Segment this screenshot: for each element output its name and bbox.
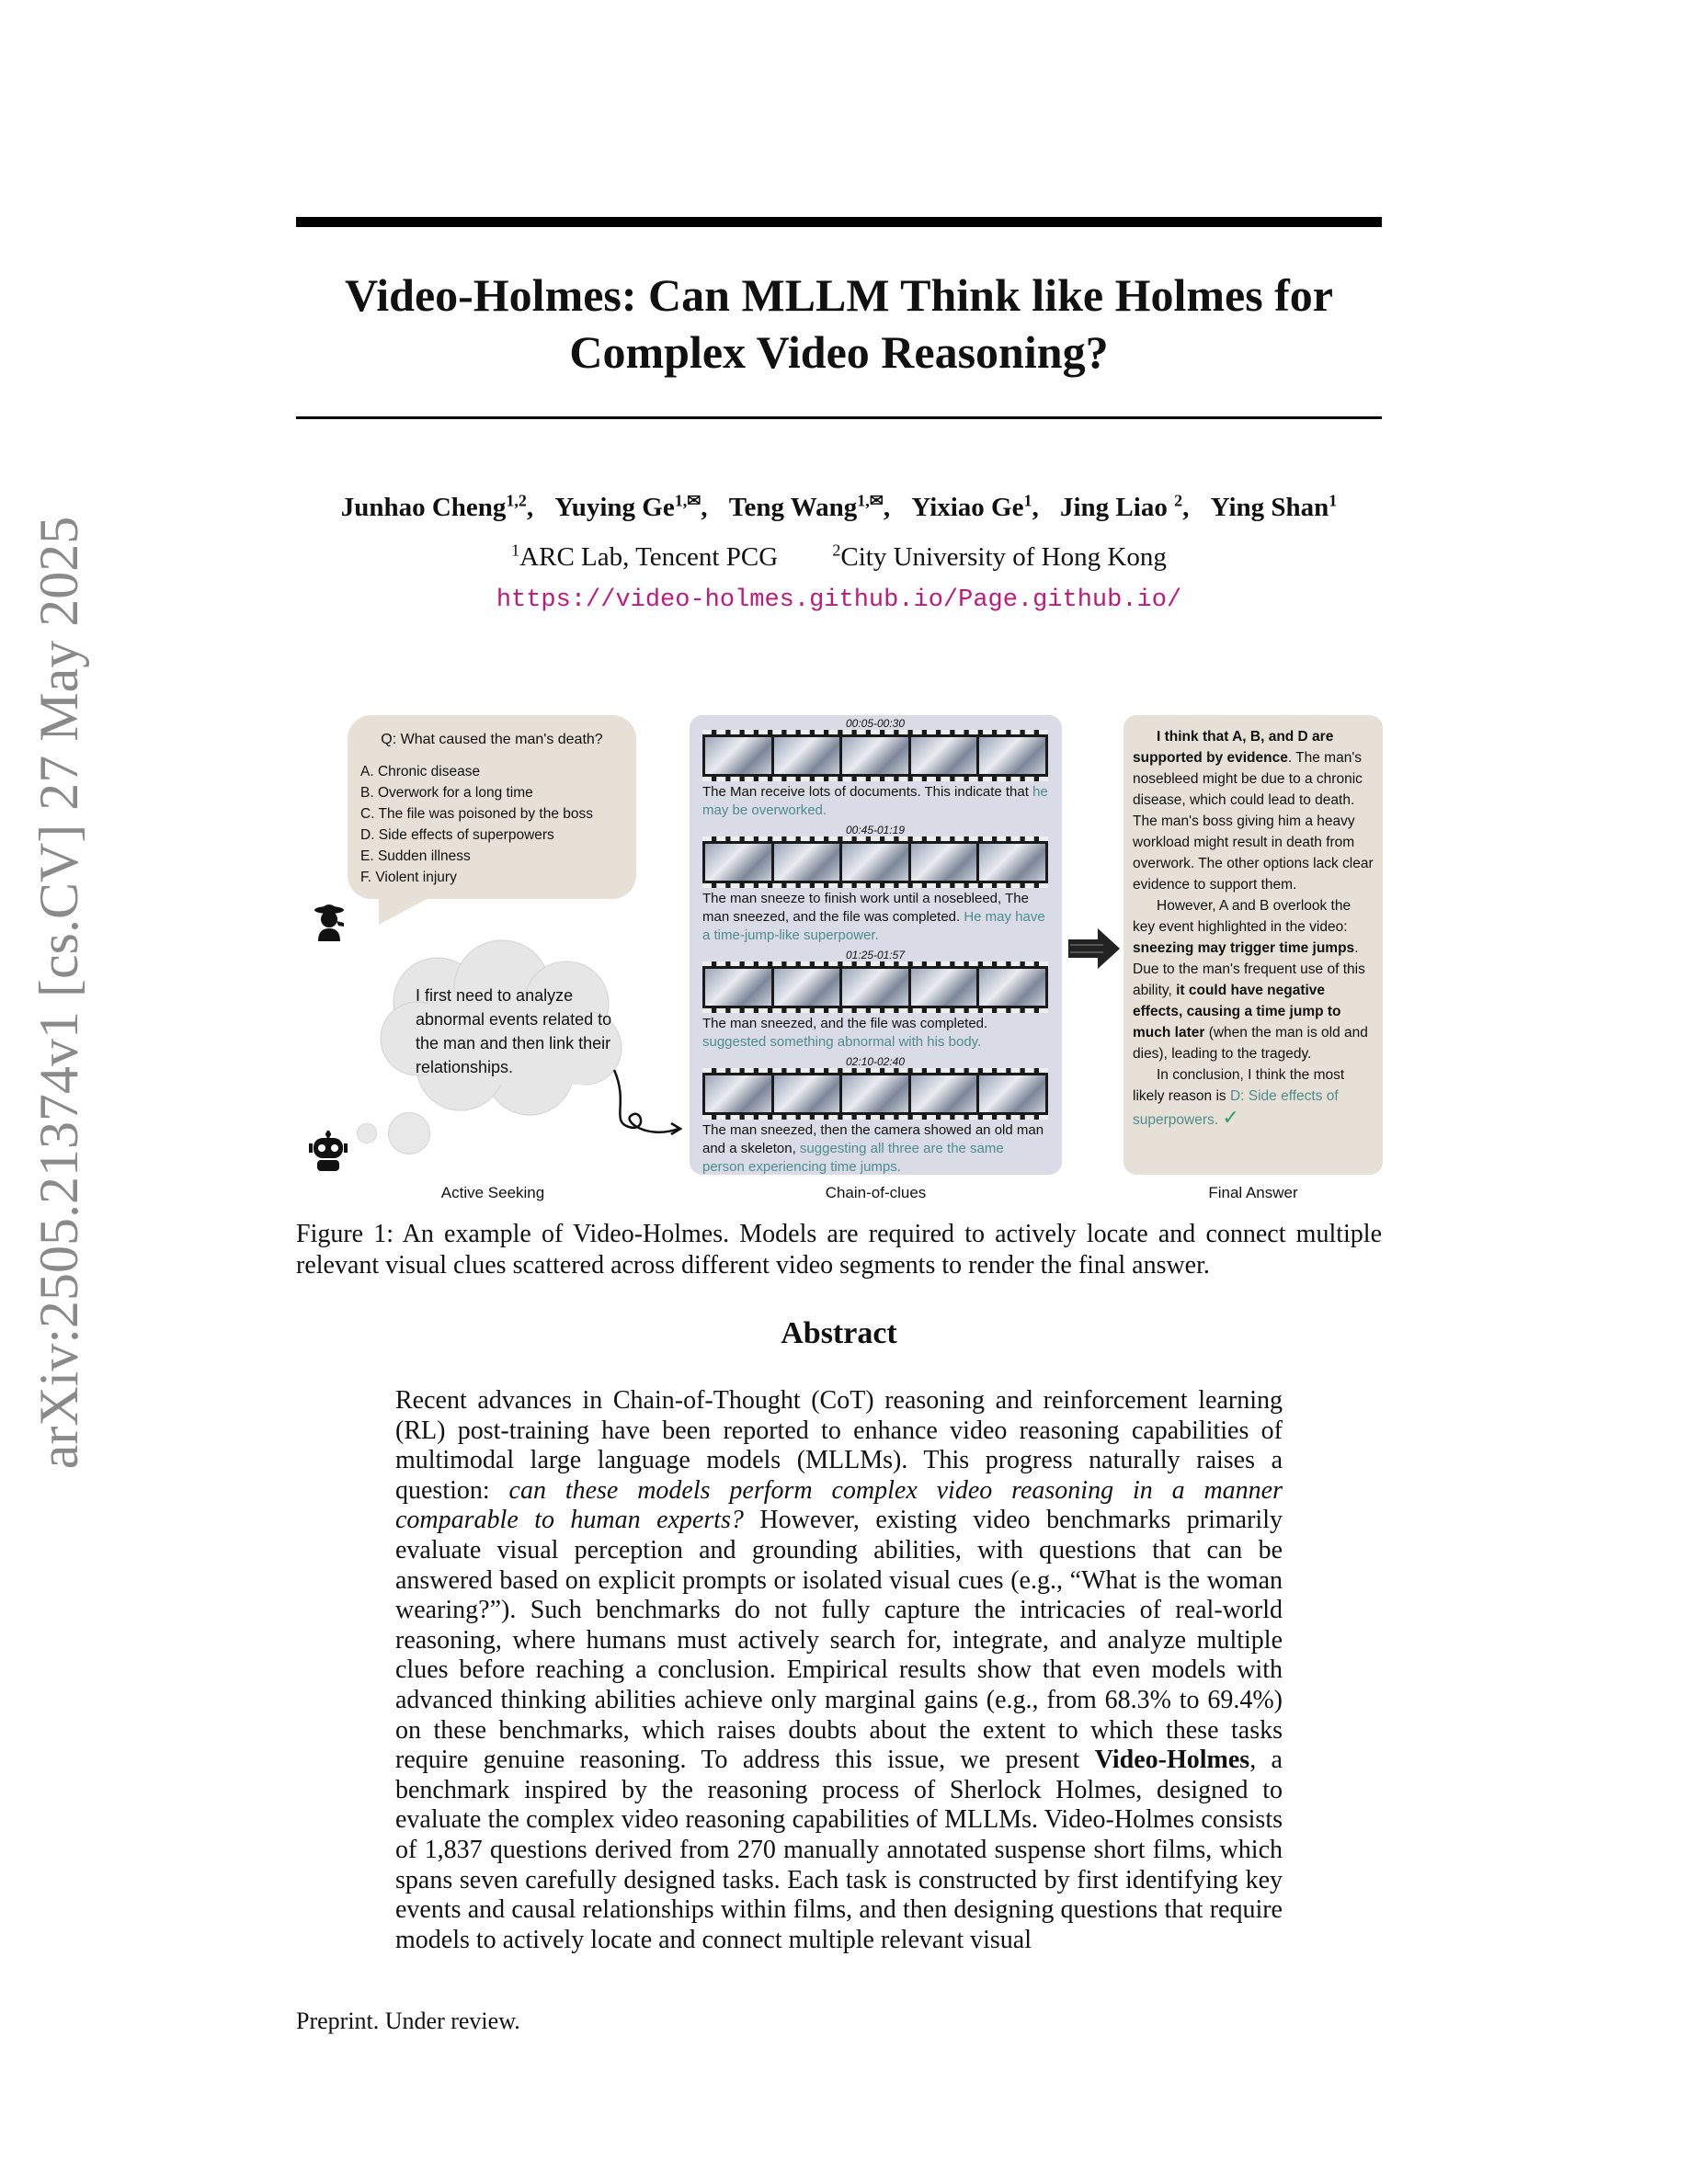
abstract-heading: Abstract (781, 1316, 897, 1350)
thought-bubble-dot (357, 1123, 377, 1143)
arrow-right-icon (1066, 927, 1122, 971)
clip-caption: The man sneeze to finish work until a nosebleed, The man sneezed, and the file was completed. He may have a time-jump-like superpower. (702, 891, 1045, 943)
title-top-rule (296, 217, 1382, 227)
film-strip (702, 730, 1048, 781)
clip-timestamp: 00:05-00:30 (845, 717, 906, 730)
video-clip (702, 717, 1048, 820)
label-final-answer: Final Answer (1208, 1184, 1298, 1201)
video-clip (702, 824, 1048, 945)
paper-title (296, 267, 1382, 381)
option-item: F. Violent injury (360, 870, 457, 885)
robot-icon (309, 1131, 348, 1171)
title-bottom-rule (296, 416, 1382, 419)
title-line-2: Complex Video Reasoning? (569, 326, 1109, 378)
answer-paragraph: In conclusion, I think the most likely reason is D: Side effects of superpowers. ✓ (1133, 1067, 1345, 1129)
film-strip (702, 1068, 1048, 1120)
clip-timestamp: 01:25-01:57 (845, 949, 906, 961)
clip-caption: The man sneezed, and the file was completed. suggested something abnormal with his body. (702, 1016, 988, 1050)
chain-of-clues-panel (690, 715, 1062, 1175)
option-item: B. Overwork for a long time (360, 785, 533, 801)
arxiv-identifier: arXiv:2505.21374v1 [cs.CV] 27 May 2025 (29, 516, 89, 1470)
author: Yixiao Ge$^1$, (911, 491, 1039, 522)
film-strip (702, 961, 1048, 1013)
figure-1 (296, 708, 1382, 1204)
author-list (296, 489, 1382, 526)
answer-paragraph: I think that A, B, and D are supported by evidence. The man's nosebleed might be due to a chronic disease, which could lead to death. The man's boss giving him a heavy workload might result in death from overwork. The other options lack clear evidence to support them. (1133, 729, 1374, 893)
option-item: C. The file was poisoned by the boss (360, 806, 594, 822)
answer-paragraph: However, A and B overlook the key event highlighted in the video: sneezing may trigger time jumps. Due to the man's frequent use of this ability, it could have negative effects, causing a time jump to much later (when the man is old and dies), leading to the tragedy. (1133, 898, 1368, 1062)
abstract-body: Recent advances in Chain-of-Thought (CoT) reasoning and reinforcement learning (RL) post-training have been reported to enhance video reasoning capabilities of multimodal large language models (MLLMs). This progress naturally raises a question: can these models perform complex video reasoning in a manner comparable to human experts? However, existing video benchmarks primarily evaluate visual perception and grounding abilities, with questions that can be answered based on explicit prompts or isolated visual cues (e.g., “What is the woman wearing?”). Such benchmarks do not fully capture the intricacies of real-world reasoning, where humans must actively search for, integrate, and analyze multiple clues before reaching a conclusion. Empirical results show that even models with advanced thinking abilities achieve only marginal gains (e.g., from 68.3% to 69.4%) on these benchmarks, which raises doubts about the extent to which these tasks require genuine reasoning. To address this issue, we present Video-Holmes, a benchmark inspired by the reasoning process of Sherlock Holmes, designed to evaluate the complex video reasoning capabilities of MLLMs. Video-Holmes consists of 1,837 questions derived from 270 manually annotated suspense short films, which spans seven carefully designed tasks. Each task is constructed by first identifying key events and causal relationships within films, and then designing questions that require models to actively locate and connect multiple relevant visual (395, 1386, 1283, 1954)
detective-icon (311, 901, 348, 941)
option-item: A. Chronic disease (360, 764, 481, 779)
title-line-1: Video-Holmes: Can MLLM Think like Holmes for (345, 269, 1333, 321)
author: Junhao Cheng$^{1,2}$, (340, 491, 534, 522)
video-clip (702, 949, 1048, 1052)
affiliation: $^2$City University of Hong Kong (832, 540, 1167, 572)
project-url-link[interactable]: https://video-holmes.github.io/Page.github.io/ (496, 586, 1182, 614)
author: Teng Wang$^{1,✉}$, (728, 491, 891, 522)
figure-caption: Figure 1: An example of Video-Holmes. Models are required to actively locate and connect multiple relevant visual clues scattered across different video segments to render the final answer. (296, 1220, 1382, 1280)
question-bubble (348, 715, 636, 899)
author: Jing Liao $^2$, (1060, 491, 1190, 522)
label-chain-of-clues: Chain-of-clues (825, 1184, 927, 1201)
label-active-seeking: Active Seeking (440, 1184, 545, 1201)
clip-timestamp: 00:45-01:19 (845, 824, 906, 836)
final-answer-panel (1123, 715, 1383, 1175)
author: Yuying $Ge^{1,✉}$, (554, 491, 708, 522)
clip-timestamp: 02:10-02:40 (845, 1055, 906, 1068)
thought-bubble-dot (388, 1112, 430, 1155)
footer-note: Preprint. Under review. (296, 2008, 520, 2034)
clip-caption: The Man receive lots of documents. This indicate that he may be overworked. (702, 784, 1048, 818)
curly-arrow-icon (610, 1066, 684, 1140)
question-text: Q: What caused the man's death? (381, 732, 603, 747)
clip-caption: The man sneezed, then the camera showed an old man and a skeleton, suggesting all three are the same person experiencing time jumps. (702, 1122, 1044, 1175)
affiliations (296, 539, 1382, 575)
author: Ying Shan$^1$ (1210, 491, 1338, 522)
film-strip (702, 836, 1048, 888)
affiliation: $^1$ARC Lab, Tencent PCG (511, 540, 779, 572)
checkmark-icon: ✓ (1222, 1106, 1239, 1129)
video-clip (702, 1055, 1048, 1177)
option-item: D. Side effects of superpowers (360, 827, 554, 843)
option-item: E. Sudden illness (360, 848, 471, 864)
thought-text: I first need to analyze abnormal events related to the man and then link their relationships. (416, 986, 612, 1076)
